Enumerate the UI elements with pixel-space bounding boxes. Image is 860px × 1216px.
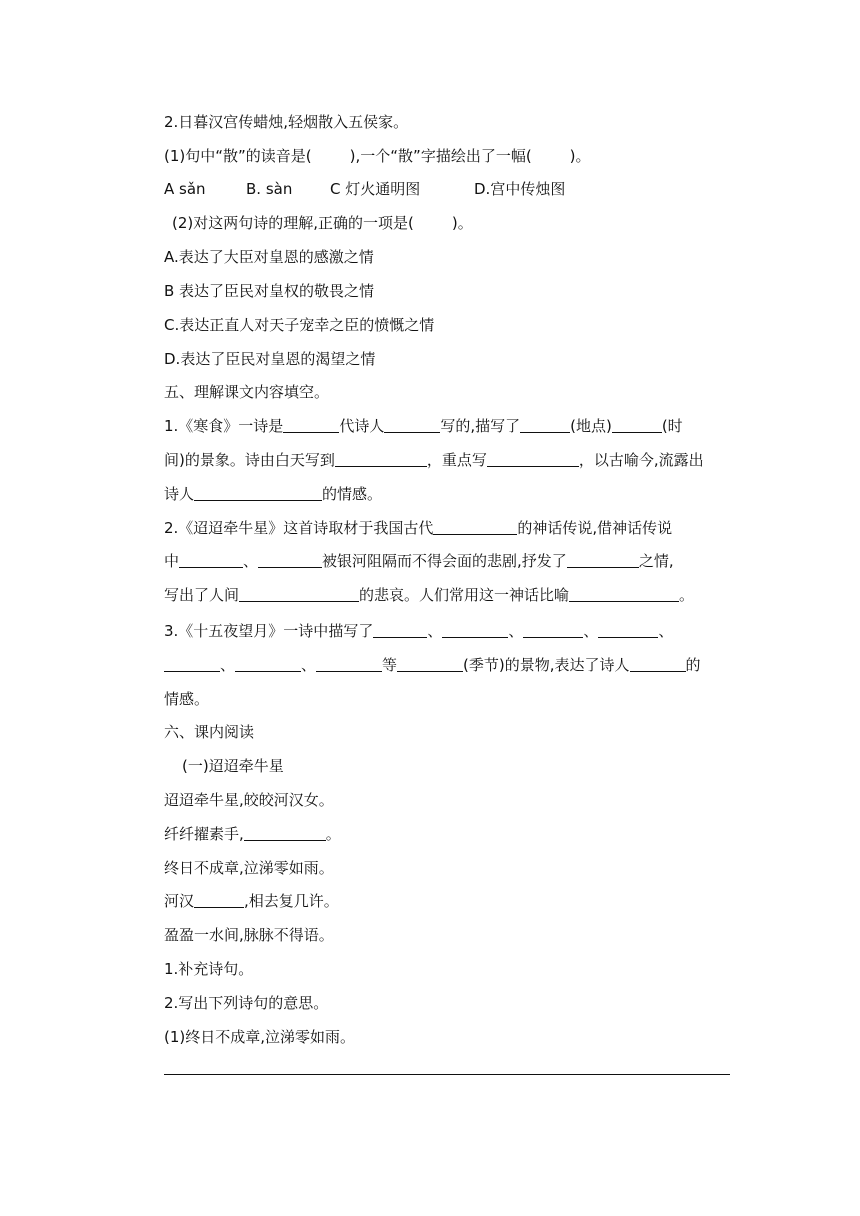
text: 1.《寒食》一诗是: [164, 417, 284, 435]
text: (地点): [570, 417, 612, 435]
text: 。: [325, 825, 341, 843]
section5-q2-line2: [164, 550, 674, 572]
fill-blank[interactable]: [373, 621, 427, 638]
text: 的悲哀。人们常用这一神话比喻: [359, 586, 570, 604]
fill-blank[interactable]: [335, 450, 427, 467]
section5-q3-line3: 情感。: [164, 690, 210, 708]
text: (季节)的景物,表达了诗人: [463, 656, 630, 674]
fill-blank[interactable]: [384, 416, 440, 433]
text: 3.《十五夜望月》一诗中描写了: [164, 622, 374, 640]
text: 写出了人间: [164, 586, 240, 604]
option-2b: B 表达了臣民对皇权的敬畏之情: [164, 282, 375, 300]
text: 的: [685, 656, 701, 674]
text: 、: [583, 622, 599, 640]
section5-q2-line3: [164, 584, 694, 606]
fill-blank[interactable]: [258, 551, 322, 568]
section5-q3-line1: [164, 620, 673, 642]
fill-blank[interactable]: [567, 551, 639, 568]
text: 、: [243, 552, 259, 570]
fill-blank[interactable]: [244, 824, 326, 841]
text: 河汉: [164, 892, 195, 910]
fill-blank[interactable]: [316, 655, 382, 672]
text: 、: [427, 622, 443, 640]
text: 2.《迢迢牵牛星》这首诗取材于我国古代: [164, 519, 434, 537]
section-5-title: 五、理解课文内容填空。: [164, 383, 330, 401]
sub2-text-b: )。: [451, 214, 473, 232]
option-c: C 灯火通明图: [330, 180, 421, 198]
text: 中: [164, 552, 180, 570]
sub1-text-a: (1)句中“散”的读音是(: [164, 147, 312, 165]
answer-line[interactable]: [164, 1074, 730, 1075]
poem-line-4: [164, 890, 339, 912]
fill-blank[interactable]: [487, 450, 579, 467]
section5-q1-line1: [164, 415, 683, 437]
text: ，以古喻今,流露出: [578, 451, 704, 469]
task-2: 2.写出下列诗句的意思。: [164, 994, 329, 1012]
text: 的情感。: [322, 485, 383, 503]
fill-blank[interactable]: [194, 891, 244, 908]
question-2-stem: 2.日暮汉宫传蜡烛,轻烟散入五侯家。: [164, 113, 409, 131]
fill-blank[interactable]: [630, 655, 686, 672]
fill-blank[interactable]: [523, 621, 583, 638]
fill-blank[interactable]: [235, 655, 301, 672]
reading-subtitle: (一)迢迢牵牛星: [182, 757, 284, 775]
fill-blank[interactable]: [520, 416, 570, 433]
text: 写的,描写了: [440, 417, 521, 435]
sub2-text-a: (2)对这两句诗的理解,正确的一项是(: [172, 214, 414, 232]
fill-blank[interactable]: [179, 551, 243, 568]
section5-q3-line2: [164, 654, 701, 676]
question-2-sub2: [172, 212, 473, 234]
fill-blank[interactable]: [164, 655, 220, 672]
option-2a: A.表达了大臣对皇恩的感激之情: [164, 248, 374, 266]
fill-blank[interactable]: [612, 416, 662, 433]
text: 。: [679, 586, 695, 604]
text: 被银河阻隔而不得会面的悲剧,抒发了: [322, 552, 567, 570]
fill-blank[interactable]: [239, 585, 359, 602]
section-6-title: 六、课内阅读: [164, 723, 255, 741]
fill-blank[interactable]: [433, 518, 517, 535]
text: 的神话传说,借神话传说: [517, 519, 673, 537]
section5-q1-line2: [164, 449, 704, 471]
text: 纤纤擢素手,: [164, 825, 244, 843]
task-1: 1.补充诗句。: [164, 960, 254, 978]
section5-q2-line1: [164, 517, 672, 539]
option-2d: D.表达了臣民对皇恩的渴望之情: [164, 350, 376, 368]
text: 间)的景象。诗由白天写到: [164, 451, 335, 469]
text: 代诗人: [339, 417, 385, 435]
section5-q1-line3: [164, 483, 382, 505]
text: (时: [661, 417, 683, 435]
text: 之情,: [638, 552, 674, 570]
text: 、: [658, 622, 674, 640]
text: 等: [382, 656, 398, 674]
fill-blank[interactable]: [283, 416, 339, 433]
sub1-text-c: )。: [569, 147, 591, 165]
text: ，重点写: [426, 451, 487, 469]
poem-line-5: 盈盈一水间,脉脉不得语。: [164, 926, 334, 944]
task-2-1: (1)终日不成章,泣涕零如雨。: [164, 1028, 356, 1046]
fill-blank[interactable]: [397, 655, 463, 672]
option-a: A sǎn: [164, 180, 206, 198]
option-b: B. sàn: [246, 180, 293, 198]
question-2-sub1: [164, 145, 591, 167]
poem-line-3: 终日不成章,泣涕零如雨。: [164, 859, 334, 877]
sub1-text-b: ),一个“散”字描绘出了一幅(: [349, 147, 532, 165]
text: ,相去复几许。: [244, 892, 339, 910]
fill-blank[interactable]: [442, 621, 508, 638]
text: 、: [301, 656, 317, 674]
text: 、: [508, 622, 524, 640]
text: 诗人: [164, 485, 195, 503]
text: 、: [220, 656, 236, 674]
fill-blank[interactable]: [598, 621, 658, 638]
option-2c: C.表达正直人对天子宠幸之臣的愤慨之情: [164, 316, 435, 334]
poem-line-2: [164, 823, 341, 845]
poem-line-1: 迢迢牵牛星,皎皎河汉女。: [164, 791, 334, 809]
fill-blank[interactable]: [194, 484, 322, 501]
fill-blank[interactable]: [569, 585, 679, 602]
option-d: D.宫中传烛图: [474, 180, 566, 198]
